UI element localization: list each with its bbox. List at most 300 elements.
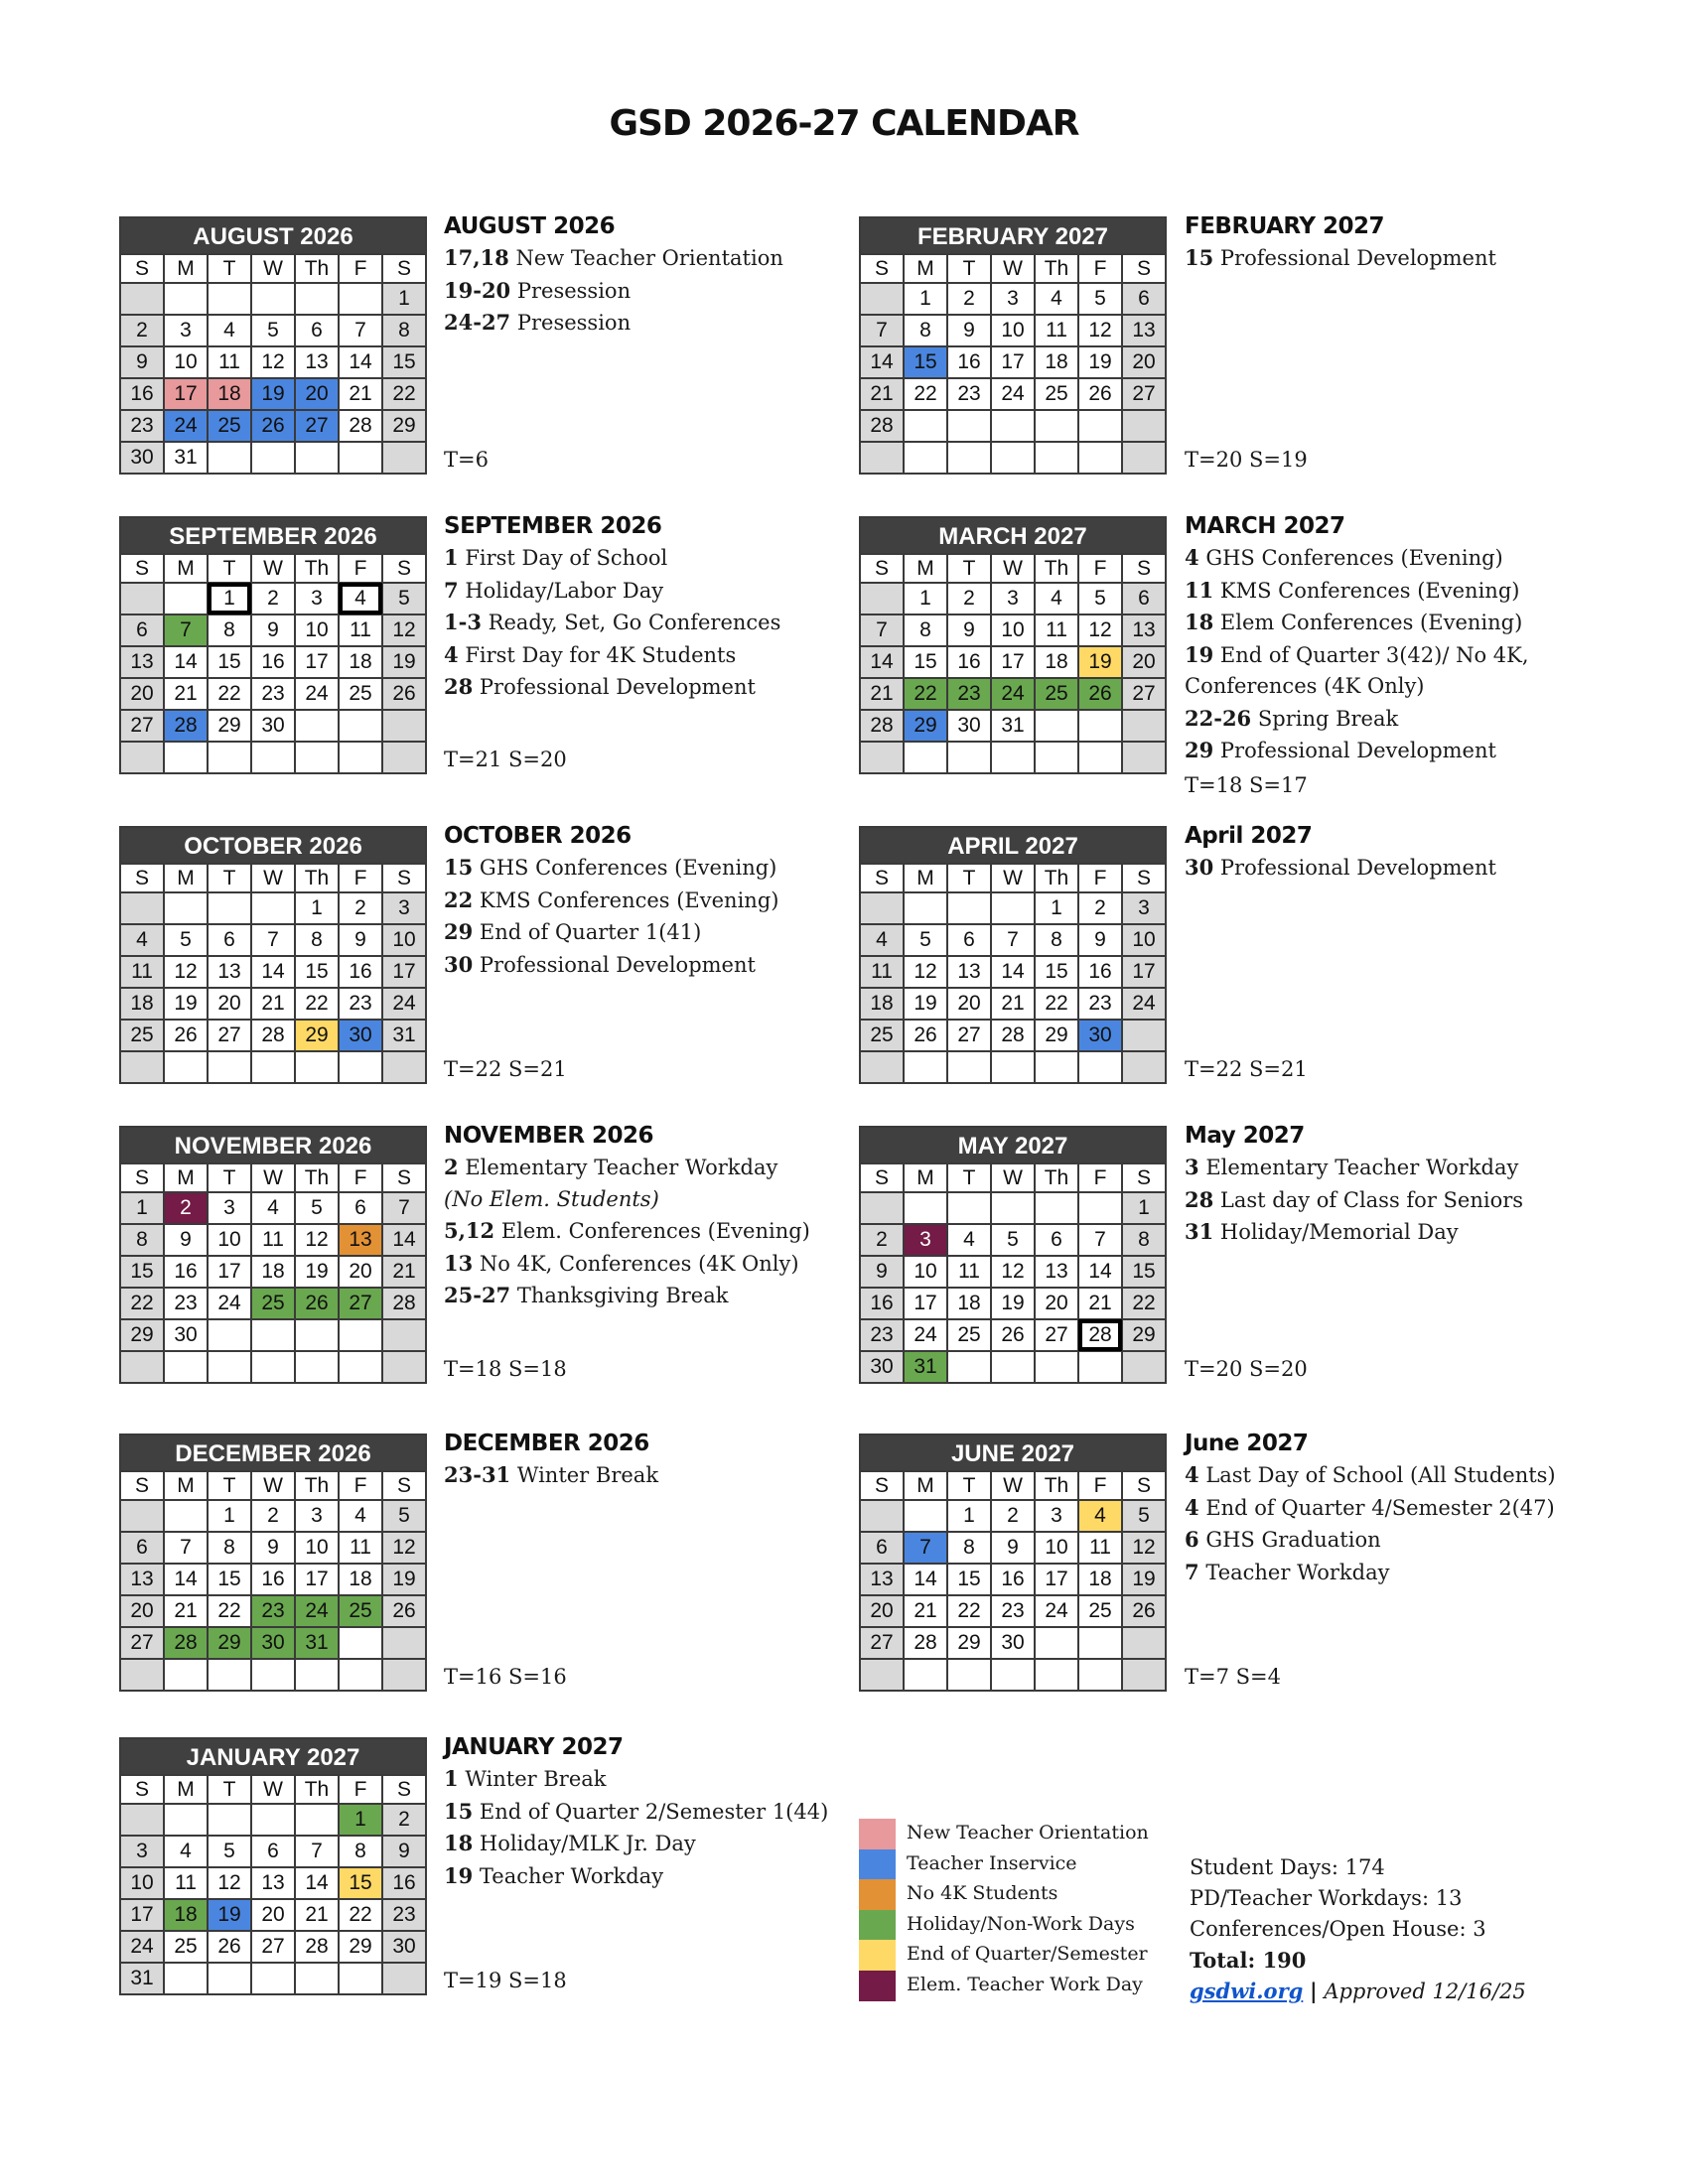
empty-cell — [1035, 1051, 1078, 1083]
day-cell: 12 — [904, 956, 947, 988]
week-row — [860, 346, 1166, 378]
day-cell: 13 — [1122, 614, 1166, 646]
day-counts: T=16 S=16 — [444, 1665, 567, 1689]
empty-cell — [382, 1659, 426, 1691]
event-text: Thanksgiving Break — [516, 1284, 729, 1307]
weekday-header: Th — [295, 1163, 339, 1192]
day-cell: 17 — [904, 1288, 947, 1319]
day-cell: 8 — [947, 1532, 991, 1564]
empty-cell — [860, 1192, 904, 1224]
weekday-header: W — [251, 554, 295, 583]
event-date: 22 — [444, 887, 474, 912]
empty-cell — [251, 442, 295, 474]
day-cell: 18 — [120, 988, 164, 1020]
day-cell: 8 — [339, 1836, 382, 1867]
event-date: 22-26 — [1185, 705, 1252, 731]
day-cell: 16 — [860, 1288, 904, 1319]
week-row — [860, 892, 1166, 924]
weekday-header: Th — [295, 554, 339, 583]
day-cell: 17 — [1035, 1564, 1078, 1595]
empty-cell — [1078, 1351, 1122, 1383]
day-cell: 22 — [208, 1595, 251, 1627]
day-cell: 17 — [295, 1564, 339, 1595]
week-row — [860, 956, 1166, 988]
page-title: GSD 2026-27 CALENDAR — [609, 103, 1079, 144]
event-text: Teacher Workday — [479, 1863, 664, 1888]
day-cell: 13 — [295, 346, 339, 378]
event-date: 4 — [1185, 545, 1199, 570]
empty-cell — [295, 1319, 339, 1351]
event-text: Professional Development — [479, 675, 756, 699]
day-cell: 16 — [947, 646, 991, 678]
day-cell: 31 — [295, 1627, 339, 1659]
day-cell: 1 — [1035, 892, 1078, 924]
event-date: 15 — [444, 1798, 474, 1824]
day-cell: 12 — [164, 956, 208, 988]
weekday-header: Th — [1035, 864, 1078, 892]
week-row — [120, 1288, 426, 1319]
day-cell: 19 — [1122, 1564, 1166, 1595]
notes-september-2026 — [444, 510, 841, 704]
day-cell: 15 — [1122, 1256, 1166, 1288]
event-line — [444, 885, 841, 917]
empty-cell — [339, 1051, 382, 1083]
event-line — [444, 1763, 841, 1796]
day-cell: 16 — [991, 1564, 1035, 1595]
day-cell: 27 — [251, 1931, 295, 1963]
day-cell: 2 — [1078, 892, 1122, 924]
event-line — [444, 1152, 841, 1184]
month-header: SEPTEMBER 2026 — [119, 516, 427, 553]
day-cell: 29 — [904, 710, 947, 742]
weekday-header: S — [1122, 864, 1166, 892]
day-cell: 18 — [947, 1288, 991, 1319]
notes-may-2027 — [1185, 1120, 1582, 1249]
weekday-header: T — [208, 1775, 251, 1804]
empty-cell — [251, 1659, 295, 1691]
week-row — [120, 442, 426, 474]
day-cell: 7 — [1078, 1224, 1122, 1256]
day-cell: 21 — [860, 678, 904, 710]
day-cell: 9 — [251, 614, 295, 646]
weekday-header-row — [860, 864, 1166, 892]
weekday-header: T — [947, 864, 991, 892]
event-text: Holiday/MLK Jr. Day — [479, 1832, 696, 1855]
event-line — [444, 242, 841, 275]
weekday-header: Th — [1035, 554, 1078, 583]
day-cell: 20 — [120, 678, 164, 710]
day-cell: 23 — [991, 1595, 1035, 1627]
event-line — [444, 1796, 841, 1829]
weekday-header: M — [164, 554, 208, 583]
week-row — [860, 988, 1166, 1020]
event-date: 30 — [1185, 855, 1214, 880]
day-cell: 2 — [251, 583, 295, 614]
empty-cell — [382, 710, 426, 742]
empty-cell — [208, 1659, 251, 1691]
empty-cell — [382, 1319, 426, 1351]
empty-cell — [295, 1963, 339, 1994]
day-cell: 19 — [251, 378, 295, 410]
empty-cell — [208, 442, 251, 474]
day-cell: 23 — [382, 1899, 426, 1931]
day-cell: 20 — [947, 988, 991, 1020]
day-cell: 19 — [1078, 646, 1122, 678]
calendar-october-2026 — [119, 826, 427, 1084]
legend-swatch — [859, 1940, 896, 1971]
conferences-count: Conferences/Open House: 3 — [1190, 1917, 1486, 1941]
empty-cell — [904, 1659, 947, 1691]
day-cell: 11 — [251, 1224, 295, 1256]
week-row — [120, 1020, 426, 1051]
week-row — [860, 1500, 1166, 1532]
event-text: Winter Break — [465, 1767, 607, 1791]
event-text: Holiday/Labor Day — [465, 578, 664, 603]
day-cell: 14 — [164, 646, 208, 678]
weekday-header-row — [120, 254, 426, 283]
day-cell: 23 — [164, 1288, 208, 1319]
notes-august-2026 — [444, 210, 841, 340]
event-line — [444, 1184, 841, 1216]
day-cell: 12 — [382, 614, 426, 646]
weekday-header: S — [120, 1163, 164, 1192]
day-cell: 9 — [947, 315, 991, 346]
notes-november-2026 — [444, 1120, 841, 1312]
day-cell: 21 — [339, 378, 382, 410]
day-cell: 8 — [382, 315, 426, 346]
weekday-header: W — [991, 554, 1035, 583]
empty-cell — [1122, 742, 1166, 773]
day-cell: 13 — [120, 646, 164, 678]
day-cell: 20 — [251, 1899, 295, 1931]
day-cell: 31 — [904, 1351, 947, 1383]
day-cell: 4 — [947, 1224, 991, 1256]
day-cell: 17 — [208, 1256, 251, 1288]
day-cell: 23 — [251, 678, 295, 710]
weekday-header: S — [120, 864, 164, 892]
day-cell: 5 — [208, 1836, 251, 1867]
week-row — [120, 1192, 426, 1224]
day-cell: 25 — [164, 1931, 208, 1963]
day-cell: 18 — [860, 988, 904, 1020]
day-cell: 24 — [208, 1288, 251, 1319]
day-cell: 25 — [339, 678, 382, 710]
empty-cell — [1122, 1659, 1166, 1691]
calendar-september-2026 — [119, 516, 427, 774]
day-cell: 13 — [1122, 315, 1166, 346]
weekday-header: M — [164, 1163, 208, 1192]
event-text: KMS Conferences (Evening) — [1219, 578, 1520, 603]
day-cell: 16 — [1078, 956, 1122, 988]
weekday-header: W — [991, 254, 1035, 283]
week-row — [120, 678, 426, 710]
day-cell: 19 — [208, 1899, 251, 1931]
day-cell: 21 — [164, 678, 208, 710]
day-cell: 29 — [208, 1627, 251, 1659]
legend-label: Elem. Teacher Work Day — [907, 1973, 1143, 1995]
day-cell: 21 — [295, 1899, 339, 1931]
legend-label: No 4K Students — [907, 1882, 1058, 1904]
day-cell: 19 — [382, 646, 426, 678]
empty-cell — [860, 442, 904, 474]
day-cell: 6 — [295, 315, 339, 346]
month-header: APRIL 2027 — [859, 826, 1167, 863]
week-row — [120, 1836, 426, 1867]
empty-cell — [208, 1963, 251, 1994]
week-row — [120, 1659, 426, 1691]
empty-cell — [120, 1051, 164, 1083]
weekday-header-row — [120, 1775, 426, 1804]
empty-cell — [120, 892, 164, 924]
month-header: JANUARY 2027 — [119, 1737, 427, 1774]
event-text: First Day for 4K Students — [465, 642, 737, 667]
legend-label: Holiday/Non-Work Days — [907, 1912, 1135, 1935]
day-cell: 16 — [251, 646, 295, 678]
event-date: 24-27 — [444, 310, 511, 335]
event-date: 18 — [1185, 610, 1214, 634]
event-text: Winter Break — [516, 1463, 659, 1487]
empty-cell — [947, 892, 991, 924]
empty-cell — [1035, 1192, 1078, 1224]
empty-cell — [120, 283, 164, 315]
day-cell: 4 — [1035, 583, 1078, 614]
day-cell: 3 — [382, 892, 426, 924]
weekday-header: S — [860, 254, 904, 283]
day-cell: 23 — [860, 1319, 904, 1351]
day-cell: 12 — [208, 1867, 251, 1899]
day-cell: 12 — [991, 1256, 1035, 1288]
day-cell: 2 — [382, 1804, 426, 1836]
weekday-header-row — [120, 1471, 426, 1500]
day-cell: 11 — [339, 614, 382, 646]
empty-cell — [208, 1051, 251, 1083]
legend-label: End of Quarter/Semester — [907, 1943, 1148, 1965]
event-text: Holiday/Memorial Day — [1219, 1220, 1459, 1244]
day-cell: 15 — [120, 1256, 164, 1288]
empty-cell — [860, 583, 904, 614]
event-date: 13 — [444, 1250, 474, 1276]
event-date: 28 — [1185, 1186, 1214, 1212]
day-cell: 30 — [1078, 1020, 1122, 1051]
day-cell: 9 — [860, 1256, 904, 1288]
day-cell: 10 — [991, 614, 1035, 646]
empty-cell — [991, 1659, 1035, 1691]
event-date: 4 — [1185, 1462, 1199, 1487]
event-date: 17,18 — [444, 245, 509, 270]
event-text: Conferences (4K Only) — [1185, 674, 1425, 698]
website-link[interactable]: gsdwi.org — [1190, 1979, 1304, 2003]
event-date: 2 — [444, 1155, 459, 1179]
empty-cell — [208, 1804, 251, 1836]
empty-cell — [904, 410, 947, 442]
weekday-header: F — [1078, 1471, 1122, 1500]
day-cell: 20 — [860, 1595, 904, 1627]
notes-march-2027 — [1185, 510, 1582, 767]
weekday-header-row — [860, 1471, 1166, 1500]
day-cell: 28 — [295, 1931, 339, 1963]
month-header: FEBRUARY 2027 — [859, 216, 1167, 253]
day-cell: 24 — [1122, 988, 1166, 1020]
event-line — [444, 1860, 841, 1893]
weekday-header: T — [208, 254, 251, 283]
week-row — [120, 1867, 426, 1899]
day-cell: 7 — [339, 315, 382, 346]
day-cell: 11 — [947, 1256, 991, 1288]
empty-cell — [1078, 1051, 1122, 1083]
day-cell: 6 — [339, 1192, 382, 1224]
empty-cell — [1035, 1351, 1078, 1383]
day-cell: 26 — [208, 1931, 251, 1963]
day-cell: 6 — [1122, 583, 1166, 614]
day-cell: 17 — [1122, 956, 1166, 988]
day-cell: 24 — [164, 410, 208, 442]
week-row — [860, 1595, 1166, 1627]
day-cell: 3 — [208, 1192, 251, 1224]
empty-cell — [208, 283, 251, 315]
day-cell: 11 — [164, 1867, 208, 1899]
empty-cell — [295, 1804, 339, 1836]
day-cell: 20 — [1035, 1288, 1078, 1319]
week-row — [860, 442, 1166, 474]
week-row — [120, 1627, 426, 1659]
empty-cell — [991, 410, 1035, 442]
day-cell: 8 — [904, 315, 947, 346]
empty-cell — [947, 442, 991, 474]
day-cell: 2 — [947, 583, 991, 614]
event-text: Professional Development — [1219, 246, 1496, 270]
day-cell: 29 — [947, 1627, 991, 1659]
day-cell: 22 — [295, 988, 339, 1020]
day-cell: 22 — [208, 678, 251, 710]
empty-cell — [120, 1351, 164, 1383]
empty-cell — [1078, 1659, 1122, 1691]
event-line — [444, 275, 841, 308]
event-line — [1185, 1184, 1582, 1217]
empty-cell — [339, 442, 382, 474]
week-row — [860, 410, 1166, 442]
notes-june-2027 — [1185, 1428, 1582, 1588]
day-cell: 17 — [991, 346, 1035, 378]
event-line — [444, 1215, 841, 1248]
weekday-header: W — [991, 864, 1035, 892]
week-row — [860, 1192, 1166, 1224]
week-row — [860, 1020, 1166, 1051]
week-row — [120, 1256, 426, 1288]
weekday-header: M — [164, 1775, 208, 1804]
event-date: 4 — [444, 641, 459, 667]
approved-date: Approved 12/16/25 — [1324, 1979, 1526, 2003]
day-cell: 20 — [295, 378, 339, 410]
weekday-header-row — [860, 554, 1166, 583]
day-counts: T=22 S=21 — [444, 1057, 567, 1081]
day-cell: 3 — [1122, 892, 1166, 924]
day-cell: 6 — [1035, 1224, 1078, 1256]
empty-cell — [1035, 1627, 1078, 1659]
month-header: AUGUST 2026 — [119, 216, 427, 253]
week-row — [120, 710, 426, 742]
day-cell: 30 — [860, 1351, 904, 1383]
empty-cell — [164, 283, 208, 315]
day-cell: 30 — [339, 1020, 382, 1051]
day-cell: 28 — [164, 1627, 208, 1659]
day-cell: 29 — [120, 1319, 164, 1351]
event-text: Elementary Teacher Workday — [465, 1156, 778, 1179]
day-cell: 10 — [295, 1532, 339, 1564]
event-line — [1185, 1492, 1582, 1525]
notes-january-2027 — [444, 1731, 841, 1892]
day-cell: 4 — [339, 583, 382, 614]
day-cell: 15 — [1035, 956, 1078, 988]
day-cell: 12 — [1078, 614, 1122, 646]
day-cell: 8 — [1122, 1224, 1166, 1256]
day-cell: 30 — [991, 1627, 1035, 1659]
event-text: (No Elem. Students) — [444, 1186, 659, 1211]
event-date: 7 — [1185, 1559, 1199, 1584]
day-counts: T=21 S=20 — [444, 748, 567, 771]
empty-cell — [382, 742, 426, 773]
day-cell: 7 — [860, 315, 904, 346]
day-cell: 26 — [1078, 678, 1122, 710]
day-cell: 24 — [382, 988, 426, 1020]
day-cell: 5 — [295, 1192, 339, 1224]
event-date: 28 — [444, 674, 474, 699]
day-cell: 9 — [164, 1224, 208, 1256]
weekday-header: S — [120, 1471, 164, 1500]
event-line — [1185, 242, 1582, 275]
day-cell: 5 — [1078, 283, 1122, 315]
day-cell: 26 — [295, 1288, 339, 1319]
day-cell: 28 — [382, 1288, 426, 1319]
day-cell: 20 — [120, 1595, 164, 1627]
empty-cell — [164, 892, 208, 924]
event-date: 29 — [1185, 738, 1214, 762]
weekday-header: W — [251, 864, 295, 892]
empty-cell — [991, 442, 1035, 474]
day-cell: 16 — [251, 1564, 295, 1595]
event-line — [1185, 542, 1582, 575]
week-row — [860, 1564, 1166, 1595]
day-cell: 5 — [382, 583, 426, 614]
event-text: Elem Conferences (Evening) — [1219, 611, 1523, 634]
day-cell: 23 — [339, 988, 382, 1020]
notes-december-2026 — [444, 1428, 841, 1492]
weekday-header: F — [1078, 864, 1122, 892]
event-line — [444, 542, 841, 575]
weekday-header: S — [382, 254, 426, 283]
notes-heading: April 2027 — [1185, 823, 1313, 849]
day-cell: 8 — [1035, 924, 1078, 956]
day-cell: 16 — [120, 378, 164, 410]
day-cell: 7 — [904, 1532, 947, 1564]
weekday-header: T — [208, 864, 251, 892]
empty-cell — [339, 283, 382, 315]
empty-cell — [382, 1963, 426, 1994]
empty-cell — [164, 1051, 208, 1083]
day-cell: 27 — [1122, 678, 1166, 710]
empty-cell — [339, 1659, 382, 1691]
event-date: 23-31 — [444, 1462, 511, 1487]
day-cell: 24 — [1035, 1595, 1078, 1627]
empty-cell — [295, 710, 339, 742]
day-cell: 14 — [295, 1867, 339, 1899]
empty-cell — [991, 892, 1035, 924]
day-counts: T=20 S=19 — [1185, 448, 1308, 472]
notes-heading: May 2027 — [1185, 1123, 1305, 1149]
event-line — [444, 916, 841, 949]
event-date: 6 — [1185, 1527, 1199, 1552]
event-line — [1185, 639, 1582, 672]
weekday-header-row — [860, 254, 1166, 283]
